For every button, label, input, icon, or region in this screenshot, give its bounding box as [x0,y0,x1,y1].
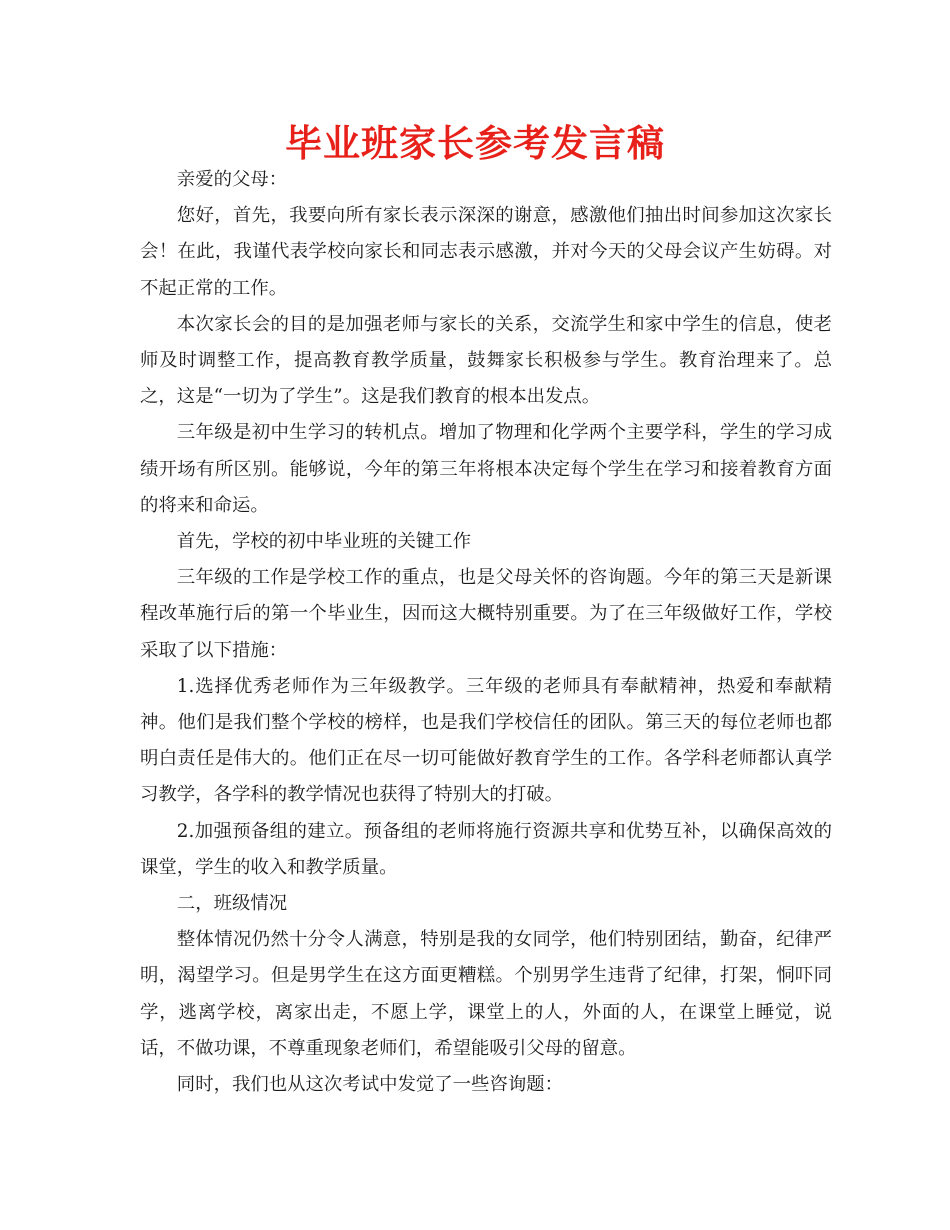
salutation: 亲爱的父母： [176,169,288,190]
list-item-measure-1: 1.选择优秀老师作为三年级教学。三年级的老师具有奉献精神，热爱和奉献精神。他们是我们整个学校的榜样，也是我们学校信任的团队。第三天的每位老师也都明白责任是伟大的。他们正在尽一切可能做好教育学生的工作。各学科老师都认真学习教学，各学科的教学情况也获得了特别大的打破。 [140,675,832,806]
paragraph-exam-issues: 同时，我们也从这次考试中发觉了一些咨询题： [176,1074,564,1096]
section-heading-class-situation: 二，班级情况 [176,893,288,915]
document-title: 毕业班家长参考发言稿 [285,122,665,165]
paragraph-grade-three: 三年级是初中生学习的转机点。增加了物理和化学两个主要学科，学生的学习成绩开场有所区别。能够说，今年的第三年将根本决定每个学生在学习和接着教育方面的将来和命运。 [140,422,832,516]
paragraph-purpose: 本次家长会的目的是加强老师与家长的关系，交流学生和家中学生的信息，使老师及时调整工作，提高教育教学质量，鼓舞家长积极参与学生。教育治理来了。总之，这是“一切为了学生”。这是我们教育的根本出发点。 [140,313,832,408]
list-item-measure-2: 2.加强预备组的建立。预备组的老师将施行资源共享和优势互补，以确保高效的课堂，学生的收入和教学质量。 [140,820,832,878]
document-body [140,162,832,1103]
paragraph-gratitude: 您好，首先，我要向所有家长表示深深的谢意，感激他们抽出时间参加这次家长会！在此，我谨代表学校向家长和同志表示感激，并对今天的父母会议产生妨碍。对不起正常的工作。 [140,205,832,299]
paragraph-class-situation: 整体情况仍然十分令人满意，特别是我的女同学，他们特别团结，勤奋，纪律严明，渴望学习。但是男学生在这方面更糟糕。个别男学生违背了纪律，打架，恫吓同学，逃离学校，离家出走，不愿上学，课堂上的人，外面的人，在课堂上睡觉，说话，不做功课，不尊重现象老师们，希望能吸引父母的留意。 [140,929,832,1059]
paragraph-key-work: 三年级的工作是学校工作的重点，也是父母关怀的咨询题。今年的第三天是新课程改革施行后的第一个毕业生，因而这大概特别重要。为了在三年级做好工作，学校采取了以下措施： [140,567,832,661]
section-heading-key-work: 首先，学校的初中毕业班的关键工作 [176,531,472,553]
